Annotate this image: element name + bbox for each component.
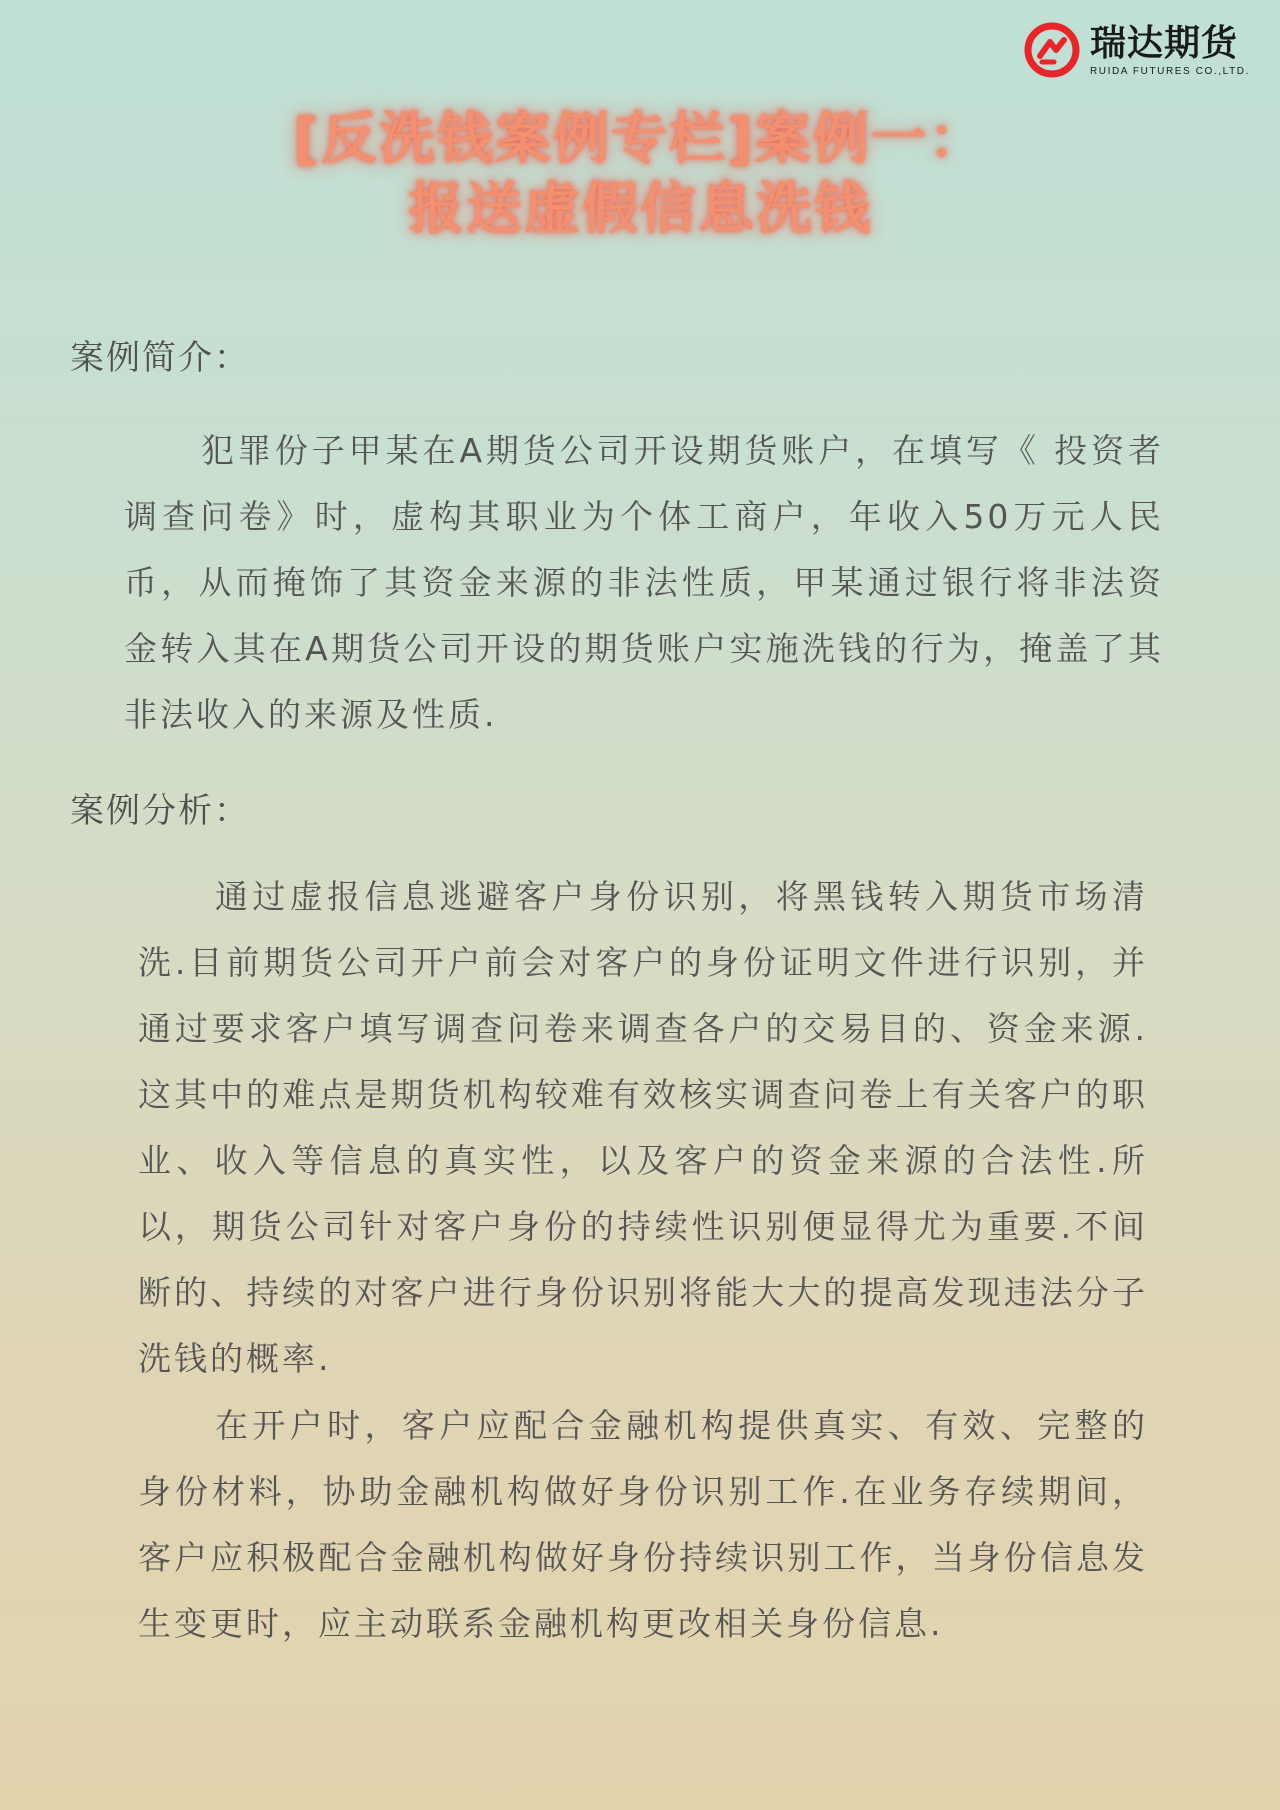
intro-paragraph: 犯罪份子甲某在A期货公司开设期货账户，在填写《 投资者调查问卷》时，虚构其职业为个体工商户，年收入50万元人民币，从而掩饰了其资金来源的非法性质，甲某通过银行将非法资金转入其在A期货公司开设的期货账户实施洗钱的行为，掩盖了其非法收入的来源及性质. — [124, 431, 1164, 734]
brand-name-en: RUIDA FUTURES CO.,LTD. — [1089, 65, 1250, 77]
analysis-paragraph-1: 通过虚报信息逃避客户身份识别，将黑钱转入期货市场清洗.目前期货公司开户前会对客户的身份证明文件进行识别，并通过要求客户填写调查问卷来调查各户的交易目的、资金来源.这其中的难点是期货机构较难有效核实调查问卷上有关客户的职业、收入等信息的真实性，以及客户的资金来源的合法性.所以，期货公司针对客户身份的持续性识别便显得尤为重要.不间断的、持续的对客户进行身份识别将能大大的提高发现违法分子洗钱的概率. — [138, 877, 1148, 1378]
title-line-2: 报送虚假信息洗钱 — [408, 177, 872, 242]
title-line-1: [反洗钱案例专栏]案例一： — [293, 107, 987, 172]
section-heading-intro: 案例简介： — [70, 338, 250, 378]
brand-logo — [1024, 22, 1250, 78]
ruida-logo-icon — [1024, 22, 1080, 78]
page-title — [0, 105, 1280, 245]
analysis-paragraph-2: 在开户时，客户应配合金融机构提供真实、有效、完整的身份材料，协助金融机构做好身份识别工作.在业务存续期间，客户应积极配合金融机构做好身份持续识别工作，当身份信息发生变更时，应主动联系金融机构更改相关身份信息. — [138, 1406, 1148, 1643]
section-heading-analysis: 案例分析： — [70, 791, 250, 831]
brand-name-cn: 瑞达期货 — [1089, 22, 1238, 64]
brand-name — [1090, 24, 1250, 77]
